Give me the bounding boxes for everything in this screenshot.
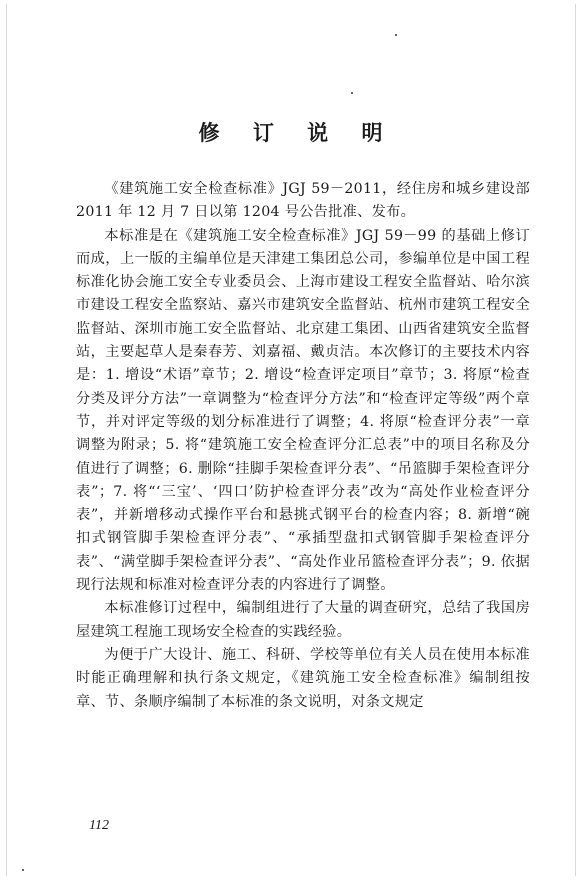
- page-number: 112: [89, 818, 109, 833]
- paragraph-explanation: 为便于广大设计、施工、科研、学校等单位有关人员在使用本标准时能正确理解和执行条文规定，《建筑施工安全检查标准》编制组按章、节、条顺序编制了本标准的条文说明，对条文规定: [76, 646, 530, 710]
- scan-speck: [22, 869, 24, 871]
- scan-speck: [351, 92, 353, 94]
- paragraph-research: 本标准修订过程中，编制组进行了大量的调查研究，总结了我国房屋建筑工程施工现场安全检查的实践经验。: [76, 600, 530, 640]
- page-title: 修 订 说 明: [198, 120, 396, 145]
- body-text: [76, 178, 530, 714]
- scan-speck: [395, 34, 397, 36]
- paragraph-approval: 《建筑施工安全检查标准》JGJ 59－2011，经住房和城乡建设部 2011 年 12 月 7 日以第 1204 号公告批准、发布。: [76, 181, 530, 221]
- paragraph-revision-content: 本标准是在《建筑施工安全检查标准》JGJ 59－99 的基础上修订而成，上一版的主编单位是天津建工集团总公司，参编单位是中国工程标准化协会施工安全专业委员会、上海市建设工程安全监督站、哈尔滨市建设工程安全监察站、嘉兴市建筑安全监督站、杭州市建筑工程安全监督站、深圳市施工安全监督站、北京建工集团、山西省建筑安全监督站，主要起草人是秦春芳、刘嘉福、戴贞洁。本次修订的主要技术内容是：1. 增设“术语”章节；2. 增设“检查评定项目”章节；3. 将原“检查分类及评分方法”一章调整为“检查评分方法”和“检查评定等级”两个章节，并对评定等级的划分标准进行了调整；4. 将原“检查评分表”一章调整为附录；5. 将“建筑施工安全检查评分汇总表”中的项目名称及分值进行了调整；6. 删除“挂脚手架检查评分表”、“吊篮脚手架检查评分表”；7. 将“‘三宝’、‘四口’防护检查评分表”改为“高处作业检查评分表”，并新增移动式操作平台和悬挑式钢平台的检查内容；8. 新增“碗扣式钢管脚手架检查评分表”、“承插型盘扣式钢管脚手架检查评分表”、“满堂脚手架检查评分表”、“高处作业吊篮检查评分表”；9. 依据现行法规和标准对检查评分表的内容进行了调整。: [76, 227, 530, 594]
